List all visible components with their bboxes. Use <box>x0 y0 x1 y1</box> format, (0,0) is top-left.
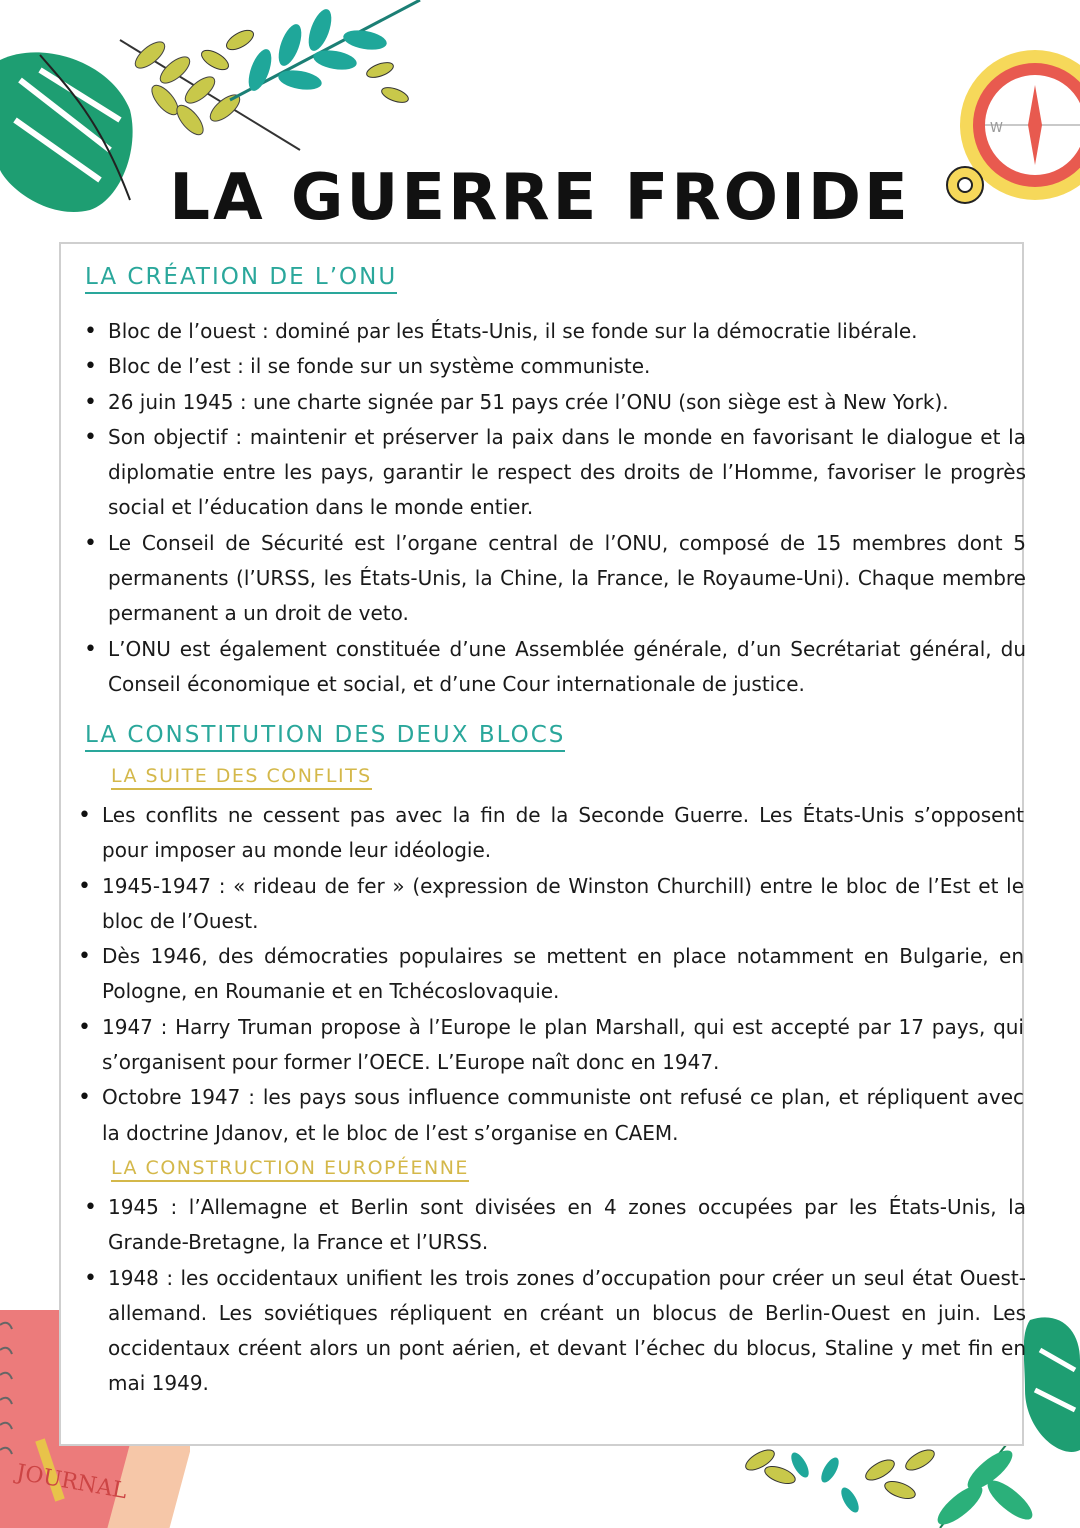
journal-label: JOURNAL <box>14 1460 129 1505</box>
europe-bullet-list <box>108 1190 1026 1402</box>
list-item: • Les conflits ne cessent pas avec la fin de la Seconde Guerre. Les États-Unis s’opposent pour imposer au monde leur idéologie. <box>102 798 1024 869</box>
conflits-bullet-list <box>102 798 1024 1151</box>
list-item: • Le Conseil de Sécurité est l’organe central de l’ONU, composé de 15 membres dont 5 permanents (l’URSS, les États-Unis, la Chine, la France, le Royaume-Uni). Chaque membre permanent a un droit de veto. <box>108 526 1026 632</box>
list-item: • Octobre 1947 : les pays sous influence communiste ont refusé ce plan, et répliquent avec la doctrine Jdanov, et le bloc de l’est s’organise en CAEM. <box>102 1080 1024 1151</box>
list-item: • Son objectif : maintenir et préserver la paix dans le monde en favorisant le dialogue et la diplomatie entre les pays, garantir le respect des droits de l’Homme, favoriser le progrès social et l’éducation dans le monde entier. <box>108 420 1026 526</box>
list-item: • 1945 : l’Allemagne et Berlin sont divisées en 4 zones occupées par les États-Unis, la Grande-Bretagne, la France et l’URSS. <box>108 1190 1026 1261</box>
olive-branch-bottom-icon <box>743 1446 938 1502</box>
green-branch-bottom-icon <box>932 1440 1038 1528</box>
list-item: • Bloc de l’ouest : dominé par les États-Unis, il se fonde sur la démocratie libérale. <box>108 314 1026 349</box>
onu-bullet-list <box>108 314 1026 702</box>
subsection-heading-construction-europeenne: LA CONSTRUCTION EUROPÉENNE <box>111 1157 469 1182</box>
list-item: • Dès 1946, des démocraties populaires se mettent en place notamment en Bulgarie, en Pologne, en Roumanie et en Tchécoslovaquie. <box>102 939 1024 1010</box>
list-item: • 1948 : les occidentaux unifient les trois zones d’occupation pour créer un seul état Ouest-allemand. Les soviétiques répliquent en créant un blocus de Berlin-Ouest en juin. Les occidentaux créent alors un pont aérien, et devant l’échec du blocus, Staline y met fin en mai 1949. <box>108 1261 1026 1402</box>
section-heading-onu: LA CRÉATION DE L’ONU <box>85 264 397 294</box>
page-title: LA GUERRE FROIDE <box>169 160 911 235</box>
list-item: • Bloc de l’est : il se fonde sur un système communiste. <box>108 349 1026 384</box>
content-card <box>59 242 1024 1446</box>
subsection-heading-suite-des-conflits: LA SUITE DES CONFLITS <box>111 765 372 790</box>
list-item: • 1947 : Harry Truman propose à l’Europe le plan Marshall, qui est accepté par 17 pays, qui s’organisent pour former l’OECE. L’Europe naît donc en 1947. <box>102 1010 1024 1081</box>
section-heading-deux-blocs: LA CONSTITUTION DES DEUX BLOCS <box>85 722 565 752</box>
list-item: • 26 juin 1945 : une charte signée par 51 pays crée l’ONU (son siège est à New York). <box>108 385 1026 420</box>
teal-leaves-bottom-icon <box>788 1450 862 1515</box>
list-item: • L’ONU est également constituée d’une Assemblée générale, d’un Secrétariat général, du Conseil économique et social, et d’une Cour internationale de justice. <box>108 632 1026 703</box>
svg-text:W: W <box>990 121 1003 136</box>
teal-branch-icon <box>230 0 420 100</box>
monstera-leaf-bottom-icon <box>1024 1317 1080 1452</box>
list-item: • 1945-1947 : « rideau de fer » (expression de Winston Churchill) entre le bloc de l’Est et le bloc de l’Ouest. <box>102 869 1024 940</box>
